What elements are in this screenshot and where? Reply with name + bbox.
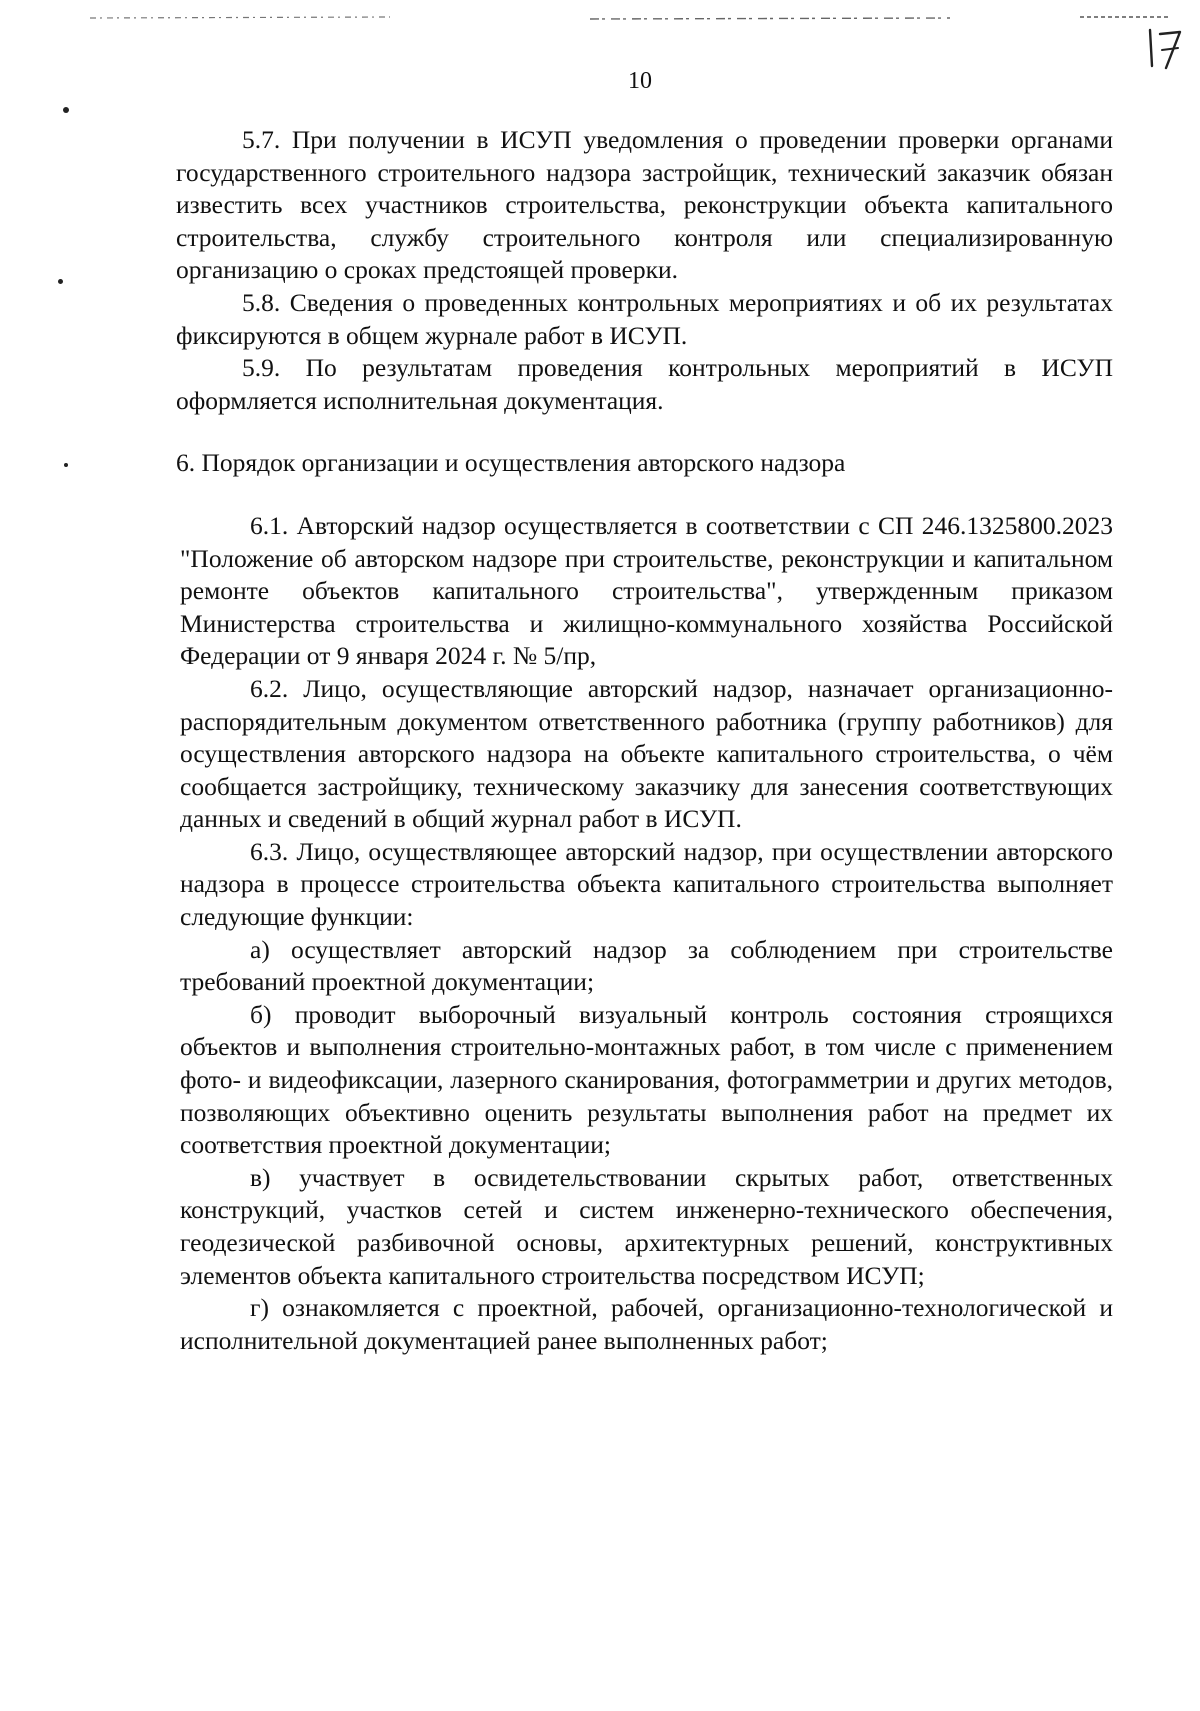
paragraph-5-7: 5.7. При получении в ИСУП уведомления о проведении проверки органами государственного строительного надзора застройщик, технический заказчик обязан известить всех участников строительства, реконструкции объекта капитального строительства, службу строительного контроля или специализированную организацию о сроках предстоящей проверки. bbox=[176, 125, 1113, 285]
section-6-body bbox=[180, 510, 1113, 1357]
list-item-g: г) ознакомляется с проектной, рабочей, организационно-технологической и исполнительной документацией ранее выполненных работ; bbox=[180, 1293, 1113, 1355]
page-number: 10 bbox=[628, 68, 652, 94]
paragraph-6-3: 6.3. Лицо, осуществляющее авторский надзор, при осуществлении авторского надзора в процессе строительства объекта капитального строительства выполняет следующие функции: bbox=[180, 836, 1113, 932]
list-item-a: а) осуществляет авторский надзор за соблюдением при строительстве требований проектной документации; bbox=[180, 934, 1113, 997]
scan-noise-top bbox=[90, 14, 1170, 24]
paragraph-6-1: 6.1. Авторский надзор осуществляется в соответствии с СП 246.1325800.2023 "Положение об авторском надзоре при строительстве, реконструкции и капитальном ремонте объектов капитального строительства", утвержденным приказом Министерства строительства и жилищно-коммунального хозяйства Российской Федерации от 9 января 2024 г. № 5/пр, bbox=[180, 510, 1113, 671]
paragraph-5-9: 5.9. По результатам проведения контрольных мероприятий в ИСУП оформляется исполнительная документация. bbox=[176, 353, 1113, 415]
handwritten-page-number bbox=[1140, 22, 1190, 72]
scan-dot bbox=[63, 107, 69, 113]
paragraph-5-8: 5.8. Сведения о проведенных контрольных мероприятиях и об их результатах фиксируются в общем журнале работ в ИСУП. bbox=[176, 287, 1113, 350]
document-body bbox=[176, 124, 1113, 1357]
list-item-v: в) участвует в освидетельствовании скрытых работ, ответственных конструкций, участков сетей и систем инженерно-технического обеспечения, геодезической разбивочной основы, архитектурных решений, конструктивных элементов объекта капитального строительства посредством ИСУП; bbox=[180, 1162, 1113, 1290]
scan-dot bbox=[64, 463, 68, 467]
section-6-heading: 6. Порядок организации и осуществления авторского надзора bbox=[176, 448, 846, 478]
scan-dot bbox=[58, 279, 63, 284]
list-item-b: б) проводит выборочный визуальный контроль состояния строящихся объектов и выполнения строительно-монтажных работ, в том числе с применением фото- и видеофиксации, лазерного сканирования, фотограмметрии и других методов, позволяющих объективно оценить результаты выполнения работ на предмет их соответствия проектной документации; bbox=[180, 999, 1113, 1160]
paragraph-6-2: 6.2. Лицо, осуществляющие авторский надзор, назначает организационно-распорядительным документом ответственного работника (группу работников) для осуществления авторского надзора на объекте капитального строительства, о чём сообщается застройщику, техническому заказчику для занесения соответствующих данных и сведений в общий журнал работ в ИСУП. bbox=[180, 673, 1113, 834]
